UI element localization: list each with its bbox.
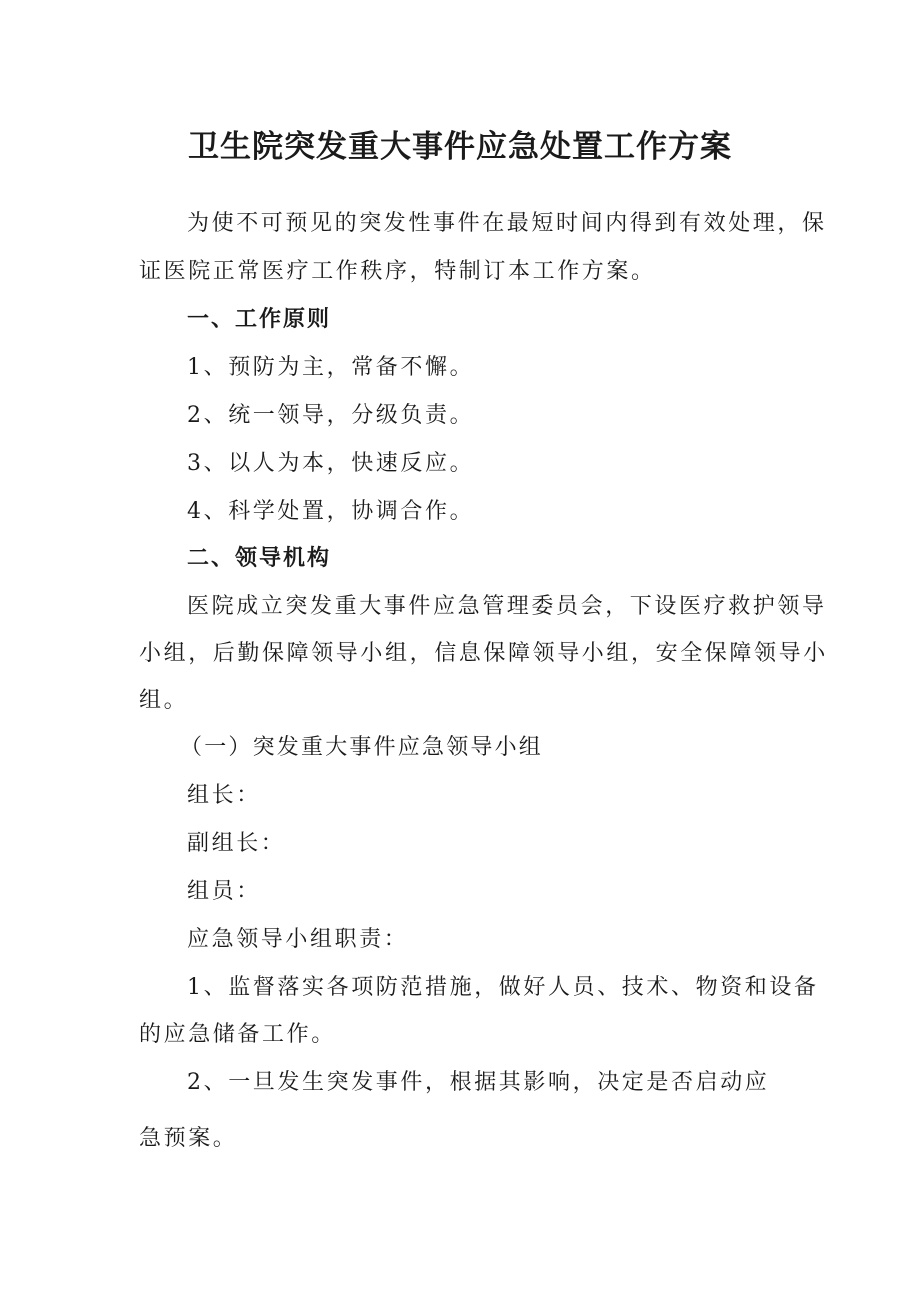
principle-item: 1、预防为主，常备不懈。 — [187, 355, 475, 380]
principle-item: 3、以人为本，快速反应。 — [187, 451, 475, 476]
duty-2-line-1: 2、一旦发生突发事件，根据其影响，决定是否启动应 — [187, 1070, 770, 1095]
principle-item: 2、统一领导，分级负责。 — [187, 403, 475, 428]
leadership-para-line-3: 组。 — [139, 688, 189, 713]
members-label: 组员： — [187, 879, 261, 904]
intro-line-1: 为使不可预见的突发性事件在最短时间内得到有效处理，保 — [187, 211, 827, 236]
deputy-leader-label: 副组长： — [187, 831, 286, 856]
duty-2-line-2: 急预案。 — [139, 1126, 238, 1151]
document-title: 卫生院突发重大事件应急处置工作方案 — [188, 129, 732, 165]
intro-line-2: 证医院正常医疗工作秩序，特制订本工作方案。 — [139, 259, 656, 284]
duty-1-line-1: 1、监督落实各项防范措施，做好人员、技术、物资和设备 — [187, 975, 819, 1000]
section-heading-leadership: 二、领导机构 — [187, 546, 332, 571]
subsection-heading: （一）突发重大事件应急领导小组 — [180, 735, 544, 760]
principle-item: 4、科学处置，协调合作。 — [187, 499, 475, 524]
section-heading-principles: 一、工作原则 — [187, 307, 332, 332]
group-leader-label: 组长： — [187, 783, 261, 808]
duty-1-line-2: 的应急储备工作。 — [139, 1022, 336, 1047]
leadership-para-line-1: 医院成立突发重大事件应急管理委员会，下设医疗救护领导 — [187, 594, 827, 619]
leadership-para-line-2: 小组，后勤保障领导小组，信息保障领导小组，安全保障领导小 — [139, 641, 828, 666]
duties-heading: 应急领导小组职责： — [187, 927, 409, 952]
